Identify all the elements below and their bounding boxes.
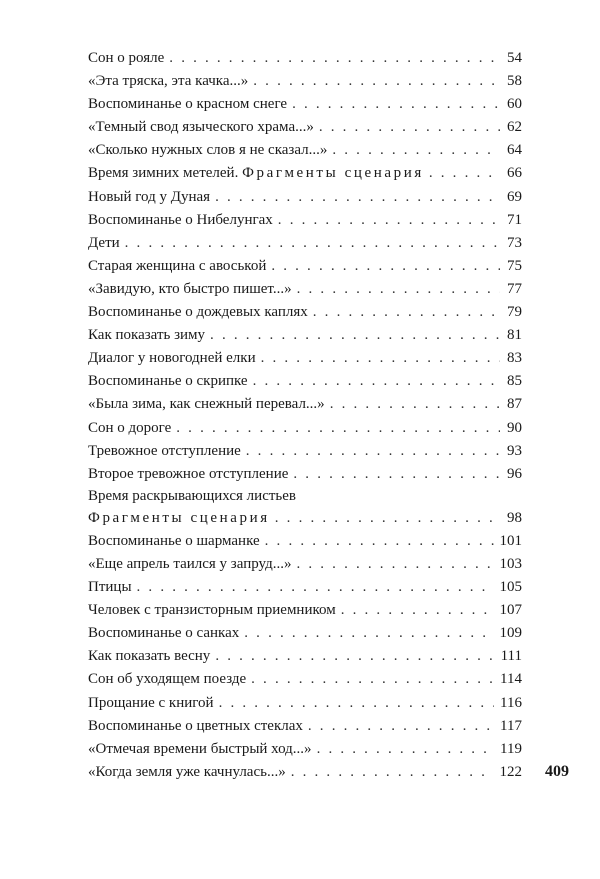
dot-leader	[251, 668, 494, 691]
dot-leader	[176, 417, 500, 440]
toc-entry-title: «Когда земля уже качнулась...»	[88, 763, 286, 780]
toc-entry-title: Воспоминанье о санках	[88, 625, 240, 642]
toc-entry-page: 64	[507, 142, 522, 159]
toc-entry	[88, 738, 522, 761]
toc-entry-title: Дети	[88, 234, 120, 251]
toc-entry-title: Сон о дороге	[88, 419, 172, 436]
toc-entry	[88, 186, 522, 209]
toc-entry-title: Воспоминанье о цветных стеклах	[88, 717, 303, 734]
dot-leader	[253, 370, 500, 393]
toc-entry	[88, 162, 522, 185]
toc-entry	[88, 622, 522, 645]
toc-entry-page: 69	[507, 188, 522, 205]
dot-leader	[215, 645, 494, 668]
dot-leader	[293, 463, 500, 486]
toc-entry	[88, 553, 522, 576]
toc-entry-line1	[88, 486, 522, 507]
dot-leader	[244, 622, 493, 645]
toc-entry-title: «Отмечая времени быстрый ход...»	[88, 740, 312, 757]
toc-entry-page: 105	[499, 579, 522, 596]
toc-entry-title-spaced: Фрагменты сценария	[88, 509, 270, 526]
toc-entry-title: Воспоминанье о Нибелунгах	[88, 211, 273, 228]
dot-leader	[313, 301, 500, 324]
toc-entry	[88, 139, 522, 162]
dot-leader	[278, 209, 500, 232]
toc-entry-page: 71	[507, 211, 522, 228]
dot-leader	[429, 162, 500, 185]
dot-leader	[261, 347, 500, 370]
toc-entry	[88, 463, 522, 486]
toc-entry	[88, 232, 522, 255]
toc-entry	[88, 507, 522, 530]
toc-entry-title: Воспоминанье о шарманке	[88, 532, 260, 549]
toc-entry-page: 60	[507, 96, 522, 113]
toc-entry-page: 77	[507, 280, 522, 297]
toc-entry	[88, 393, 522, 416]
toc-entry-page: 122	[499, 763, 522, 780]
dot-leader	[292, 93, 500, 116]
toc-entry	[88, 370, 522, 393]
toc-entry	[88, 93, 522, 116]
toc-entry-page: 116	[500, 694, 522, 711]
toc-entry	[88, 347, 522, 370]
toc-entry-title: Птицы	[88, 579, 132, 596]
toc-entry-page: 79	[507, 304, 522, 321]
dot-leader	[319, 116, 500, 139]
toc-entry-title	[88, 162, 424, 185]
toc-entry-title: Тревожное отступление	[88, 442, 241, 459]
toc-entry-title: Как показать зиму	[88, 327, 206, 344]
toc-entry-page: 107	[499, 602, 522, 619]
toc-entry-page: 103	[499, 555, 522, 572]
toc-entry-title: Воспоминанье о красном снеге	[88, 96, 288, 113]
toc-entry-page: 119	[500, 740, 522, 757]
toc-entry-page: 58	[507, 73, 522, 90]
toc-entry-page: 66	[507, 165, 522, 182]
toc-entry	[88, 599, 522, 622]
toc-entry-page: 111	[500, 648, 522, 665]
toc-entry	[88, 668, 522, 691]
toc-entry-page: 54	[507, 50, 522, 66]
toc-entry	[88, 715, 522, 738]
dot-leader	[341, 599, 494, 622]
toc-entry-title: Сон об уходящем поезде	[88, 671, 247, 688]
toc-entry-page: 83	[507, 350, 522, 367]
toc-entry-title: Старая женщина с авоськой	[88, 257, 267, 274]
dot-leader	[210, 324, 500, 347]
dot-leader	[275, 507, 500, 530]
toc-entry	[88, 255, 522, 278]
toc-entry	[88, 645, 522, 668]
dot-leader	[125, 232, 500, 255]
toc-entry-title-main: Время зимних метелей.	[88, 165, 239, 182]
dot-leader	[330, 393, 500, 416]
dot-leader	[265, 530, 494, 553]
toc-entry-page: 75	[507, 257, 522, 274]
toc-entry-page: 73	[507, 234, 522, 251]
dot-leader	[317, 738, 494, 761]
toc-entry-title: Воспоминанье о скрипке	[88, 373, 248, 390]
toc-entry-page: 109	[499, 625, 522, 642]
toc-entry-title: «Эта тряска, эта качка...»	[88, 73, 249, 90]
toc-entry-page: 90	[507, 419, 522, 436]
dot-leader	[137, 576, 494, 599]
toc-entry-title-spaced: Фрагменты сценария	[242, 165, 424, 182]
dot-leader	[246, 440, 500, 463]
toc-entry	[88, 692, 522, 715]
dot-leader	[297, 278, 500, 301]
toc-entry-title: Диалог у новогодней елки	[88, 350, 256, 367]
toc-entry	[88, 209, 522, 232]
toc-entry-page: 85	[507, 373, 522, 390]
toc-entry-page: 98	[507, 509, 522, 526]
toc-entry-page: 114	[500, 671, 522, 688]
page-number: 409	[545, 763, 569, 780]
toc-entry	[88, 116, 522, 139]
toc-entry-title: Второе тревожное отступление	[88, 465, 289, 482]
toc-entry-title: «Сколько нужных слов я не сказал...»	[88, 142, 328, 159]
toc-entry-title: Прощание с книгой	[88, 694, 214, 711]
toc-entry-page: 96	[507, 465, 522, 482]
toc-entry-page: 117	[500, 717, 522, 734]
toc-entry-title: «Была зима, как снежный перевал...»	[88, 396, 325, 413]
dot-leader	[271, 255, 500, 278]
toc-entry-page: 101	[499, 532, 522, 549]
toc-entry-title: Новый год у Дуная	[88, 188, 211, 205]
toc-entry-page: 81	[507, 327, 522, 344]
dot-leader	[332, 139, 500, 162]
toc-entry	[88, 47, 522, 70]
toc-entry-title: Человек с транзисторным приемником	[88, 602, 336, 619]
table-of-contents	[88, 47, 522, 784]
dot-leader	[296, 553, 493, 576]
dot-leader	[169, 47, 500, 70]
toc-entry-page: 62	[507, 119, 522, 136]
toc-entry-title: «Завидую, кто быстро пишет...»	[88, 280, 292, 297]
toc-entry	[88, 278, 522, 301]
toc-entry-title: Сон о рояле	[88, 50, 165, 66]
dot-leader	[308, 715, 494, 738]
toc-entry-page: 87	[507, 396, 522, 413]
toc-entry	[88, 530, 522, 553]
dot-leader	[215, 186, 500, 209]
toc-entry-page: 93	[507, 442, 522, 459]
toc-entry	[88, 417, 522, 440]
dot-leader	[253, 70, 500, 93]
toc-entry	[88, 761, 522, 784]
toc-entry	[88, 576, 522, 599]
toc-entry	[88, 440, 522, 463]
toc-entry-title: Время раскрывающихся листьев	[88, 487, 296, 504]
dot-leader	[291, 761, 494, 784]
toc-entry	[88, 324, 522, 347]
toc-entry-title: «Темный свод языческого храма...»	[88, 119, 314, 136]
toc-entry-title: «Еще апрель таился у запруд...»	[88, 555, 292, 572]
toc-entry-title: Как показать весну	[88, 648, 211, 665]
toc-entry	[88, 301, 522, 324]
toc-entry	[88, 70, 522, 93]
toc-entry-title: Воспоминанье о дождевых каплях	[88, 304, 308, 321]
dot-leader	[219, 692, 494, 715]
